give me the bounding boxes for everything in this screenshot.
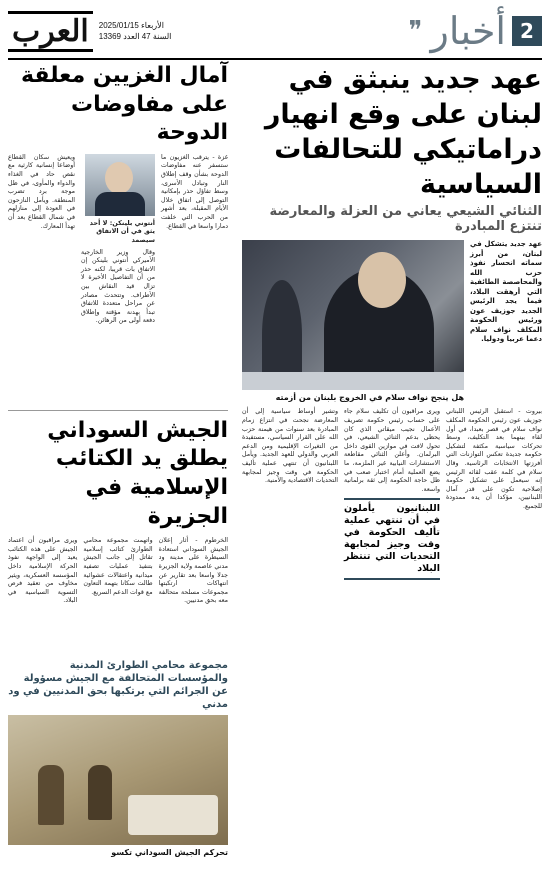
sudan-body-col-1: الخرطوم - أثار إعلان الجيش السوداني استعادة السيطرة على مدينة ود مدني عاصمة ولاية الجزيرة جدلا واسعا بعد تقارير عن انتهاكات ارتكبتها مجموعات مسلحة متحالفة معه بحق مدنيين. <box>158 537 228 605</box>
gaza-body <box>8 154 228 404</box>
lead-photo-caption: هل ينجح نواف سلام في الخروج بلبنان من أزمته <box>275 393 464 403</box>
issue-info <box>99 20 172 42</box>
lead-subheadline: الثنائي الشيعي يعاني من العزلة والمعارضة تنتزع المبادرة <box>269 204 542 235</box>
section-label <box>409 9 542 53</box>
blinken-portrait <box>85 154 155 216</box>
masthead-rule <box>8 58 542 60</box>
lead-photo <box>242 240 464 390</box>
gaza-body-col-3: ويعيش سكان القطاع أوضاعا إنسانية كارثية مع نقص حاد في الغذاء والدواء والمأوى، في ظل موجة برد تضرب المنطقة. ويأمل النازحون في العودة إلى منازلهم في شمال القطاع بعد أن تهدأ المعارك. <box>8 153 75 230</box>
lead-body-col-2-text: ويرى مراقبون أن تكليف سلام جاء على حساب رئيس حكومة تصريف الأعمال نجيب ميقاتي الذي كان يحظى بدعم الثنائي الشيعي، في تحول لافت في موازين القوى داخل البرلمان. وأعلن الثنائي مقاطعة الاستشارات النيابية غير الملزمة، ما يضع العملية أمام اختبار صعب في ظل حاجة الحكومة إلى ثقة برلمانية واسعة. <box>344 408 440 493</box>
sudan-photo-caption: تحركم الجيش السوداني تكسو <box>111 848 228 858</box>
lead-body-col-3: وتشير أوساط سياسية إلى أن المعارضة نجحت في انتزاع زمام المبادرة بعد سنوات من هيمنة حزب الله على القرار السياسي، مستفيدة من التغيرات الإقليمية ومن الدعم العربي والدولي للعهد الجديد. ويأمل اللبنانيون أن تنتهي عملية تأليف الحكومة في وقت وجيز لمجابهة التحديات الاقتصادية والأمنية. <box>242 408 338 485</box>
masthead <box>8 10 542 52</box>
section-name: أخبار <box>430 9 506 53</box>
lead-headline: عهد جديد ينبثق في لبنان على وقع انهيار دراماتيكي للتحالفات السياسية <box>264 64 542 201</box>
sudan-headline: الجيش السوداني يطلق يد الكتائب الإسلامية في الجزيرة <box>47 417 228 529</box>
newspaper-logo: العرب <box>8 11 93 52</box>
lead-body-col-2 <box>344 408 440 876</box>
lead-pull-quote: اللبنانيون يأملون في أن تنتهي عملية تأليف الحكومة في وقت وجيز لمجابهة التحديات التي تنتظر البلاد <box>344 498 440 580</box>
lead-body-col-1: بيروت - استقبل الرئيس اللبناني جوزيف عون رئيس الحكومة المكلف نواف سلام في قصر بعبدا، في أول لقاء بينهما بعد التكليف، وسط تحركات سياسية مكثفة لتشكيل حكومة جديدة تعكس التوازنات التي أفرزتها الانتخابات الرئاسية. وقال سلام في كلمة عقب لقائه الرئيس إنه سيعمل على تشكيل حكومة إصلاحية تكون على قدر آمال اللبنانيين، مؤكدا أن يده ممدودة للجميع. <box>446 408 542 510</box>
gaza-body-col-2-text: وقال وزير الخارجية الأميركي أنتوني بلينكن إن الاتفاق بات قريبا، لكنه حذر من أن التفاصيل الأخيرة لا تزال قيد النقاش بين الأطراف. وتتحدث مصادر عن مراحل متعددة للاتفاق تبدأ بهدنة مؤقتة وإطلاق دفعة أولى من الرهائن. <box>81 248 155 325</box>
sudan-story <box>8 417 228 857</box>
sudan-photo <box>8 715 228 845</box>
gaza-story <box>8 62 228 404</box>
story-divider <box>8 410 228 411</box>
gaza-headline: آمال الغزيين معلقة على مفاوضات الدوحة <box>21 63 228 146</box>
blinken-caption: أنتوني بلينكن: لا أحد يثق في أن الاتفاق سيصمد <box>89 218 155 244</box>
issue-date: الأربعاء 2025/01/15 <box>98 21 164 30</box>
lead-body <box>242 408 542 876</box>
gaza-body-col-2 <box>81 154 155 404</box>
gaza-body-col-1: غزة - يترقب الغزيون ما ستسفر عنه مفاوضات الدوحة بشأن وقف إطلاق النار وتبادل الأسرى، وسط تفاؤل حذر بإمكانية التوصل إلى اتفاق خلال الأيام المقبلة، بعد أشهر من الحرب التي خلفت دمارا واسعا في القطاع. <box>161 153 228 230</box>
issue-number: السنة 47 العدد 13369 <box>98 32 172 41</box>
sudan-pull-quote: مجموعة محامي الطوارئ المدنية والمؤسسات المتحالفة مع الجيش مسؤولة عن الجرائم التي يرتكبها بحق المدنيين في ود مدني <box>8 660 228 711</box>
sudan-body <box>8 537 228 659</box>
lead-intro: عهد جديد يتشكل في لبنان، من أبرز سماته انحسار نفوذ حزب الله والمحاصصة الطائفية التي أرهقت البلاد، فيما يجد الرئيس الجديد جوزيف عون ورئيس الحكومة المكلف نواف سلام دعما عربيا ودوليا. <box>470 240 542 344</box>
sudan-body-col-3: ويرى مراقبون أن اعتماد الجيش على هذه الكتائب يعيد إلى الواجهة نفوذ الحركة الإسلامية داخل المؤسسة العسكرية، ويثير مخاوف من تعقيد فرص التسوية السياسية في البلاد. <box>8 537 78 605</box>
quote-marks-icon: ❞ <box>408 16 423 46</box>
side-stories <box>8 62 228 858</box>
lead-story <box>242 62 542 813</box>
sudan-body-col-2: واتهمت مجموعة محامي الطوارئ كتائب إسلامية تقاتل إلى جانب الجيش بتنفيذ عمليات تصفية ميدانية واعتقالات عشوائية طالت سكانا بتهمة التعاون مع قوات الدعم السريع. <box>83 537 153 596</box>
section-number: 2 <box>512 16 542 46</box>
